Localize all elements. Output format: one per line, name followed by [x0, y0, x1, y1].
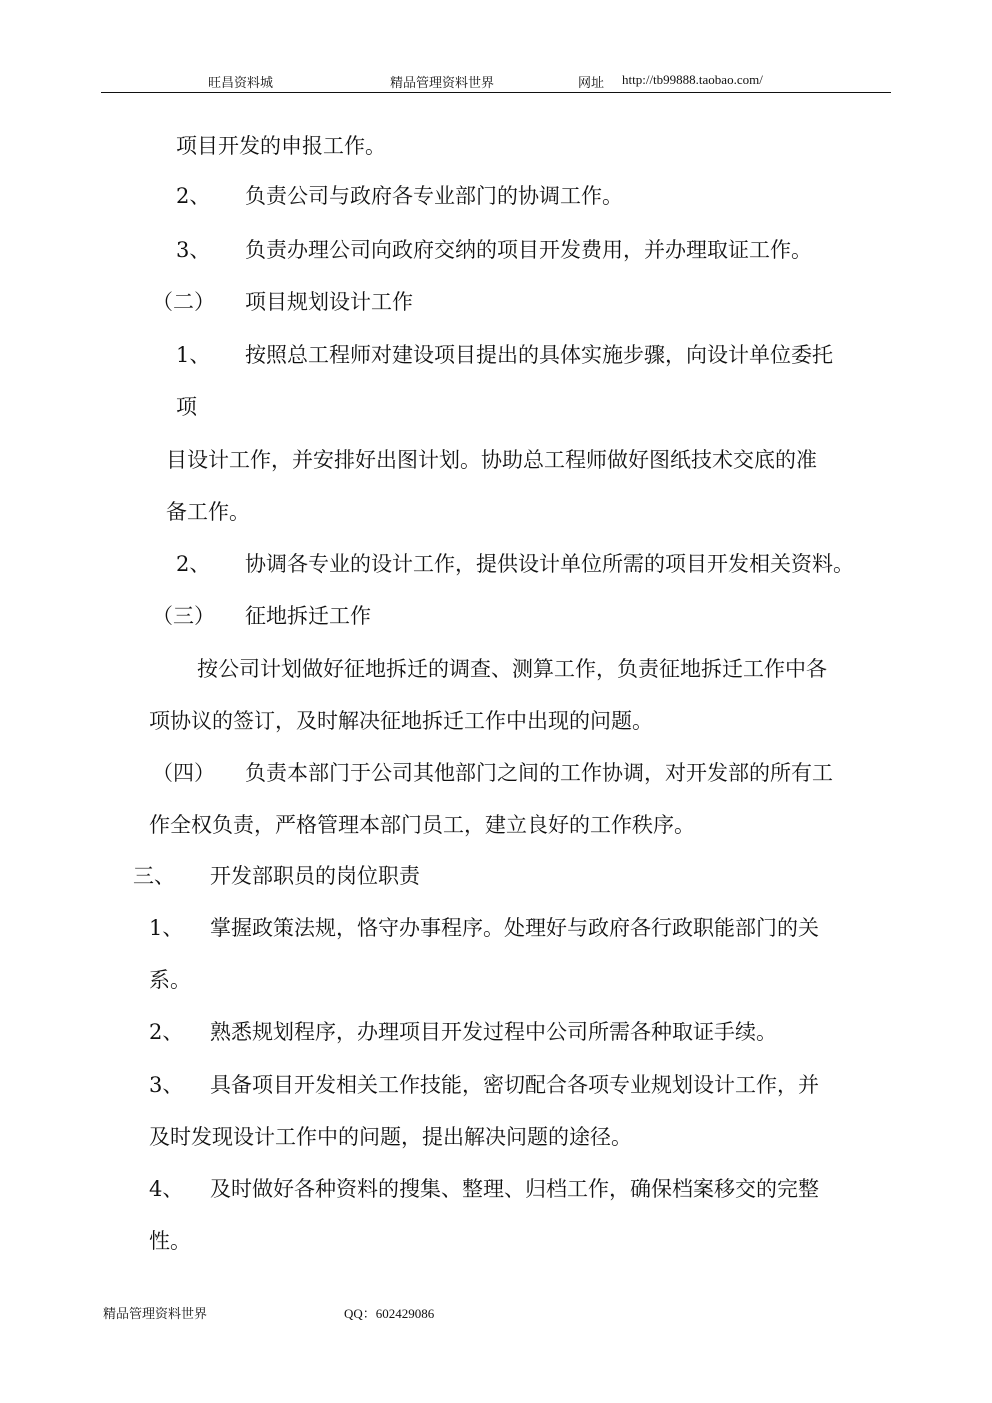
list-number: 2、: [176, 184, 211, 208]
list-number: 2、: [149, 1020, 184, 1044]
section-heading: 负责本部门于公司其他部门之间的工作协调，对开发部的所有工: [245, 761, 833, 785]
list-number: 2、: [176, 552, 211, 576]
list-number: 1、: [176, 343, 211, 367]
paragraph-line: 项: [176, 395, 197, 419]
list-number: 3、: [176, 238, 211, 262]
list-item-text: 按照总工程师对建设项目提出的具体实施步骤，向设计单位委托: [245, 343, 833, 367]
footer-qq: QQ：602429086: [344, 1306, 435, 1321]
header-center-title: 精品管理资料世界: [390, 75, 495, 90]
list-number: 4、: [149, 1177, 184, 1201]
paragraph-line: 性。: [149, 1229, 191, 1253]
paragraph-line: 备工作。: [166, 500, 250, 524]
footer-site-name: 精品管理资料世界: [103, 1306, 208, 1321]
list-item-text: 熟悉规划程序，办理项目开发过程中公司所需各种取证手续。: [210, 1020, 777, 1044]
list-item-text: 及时做好各种资料的搜集、整理、归档工作，确保档案移交的完整: [210, 1177, 819, 1201]
paragraph-line: 项目开发的申报工作。: [176, 134, 386, 158]
section-number: （二）: [152, 290, 215, 314]
paragraph-line: 及时发现设计工作中的问题，提出解决问题的途径。: [149, 1125, 632, 1149]
list-item-text: 协调各专业的设计工作，提供设计单位所需的项目开发相关资料。: [245, 552, 854, 576]
section-number: （三）: [152, 604, 215, 628]
list-item-text: 负责公司与政府各专业部门的协调工作。: [245, 184, 623, 208]
paragraph-line: 系。: [149, 968, 191, 992]
paragraph-line: 作全权负责，严格管理本部门员工，建立良好的工作秩序。: [149, 813, 695, 837]
paragraph-line: 项协议的签订，及时解决征地拆迁工作中出现的问题。: [149, 709, 653, 733]
list-number: 3、: [149, 1073, 184, 1097]
section-heading: 项目规划设计工作: [245, 290, 413, 314]
list-item-text: 负责办理公司向政府交纳的项目开发费用，并办理取证工作。: [245, 238, 812, 262]
section-number: （四）: [152, 761, 215, 785]
section-heading: 征地拆迁工作: [245, 604, 371, 628]
header-url-label: 网址: [578, 75, 605, 90]
chapter-heading: 开发部职员的岗位职责: [210, 864, 420, 888]
chapter-number: 三、: [133, 864, 175, 888]
header-site-name: 旺昌资料城: [208, 75, 274, 90]
list-item-text: 具备项目开发相关工作技能，密切配合各项专业规划设计工作，并: [210, 1073, 819, 1097]
list-item-text: 掌握政策法规，恪守办事程序。处理好与政府各行政职能部门的关: [210, 916, 819, 940]
paragraph-line: 目设计工作，并安排好出图计划。协助总工程师做好图纸技术交底的准: [166, 448, 817, 472]
paragraph-line: 按公司计划做好征地拆迁的调查、测算工作，负责征地拆迁工作中各: [197, 657, 827, 681]
list-number: 1、: [149, 916, 184, 940]
header-url: http://tb99888.taobao.com/: [622, 72, 763, 87]
